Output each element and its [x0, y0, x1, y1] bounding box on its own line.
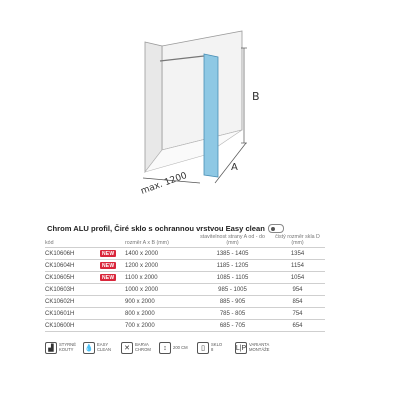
table-row: [45, 272, 325, 284]
cell-new: [100, 260, 125, 272]
cell-size: 800 x 2000: [125, 308, 195, 320]
cell-clear: 1154: [270, 260, 325, 272]
cell-clear: 754: [270, 308, 325, 320]
cell-code: CK10601H: [45, 308, 100, 320]
feature-label: SKLO 8: [211, 342, 223, 352]
new-badge: NEW: [102, 262, 115, 269]
feature-item: [121, 342, 153, 354]
product-title: [47, 224, 284, 233]
dimensions-table: [45, 234, 325, 332]
table-row: [45, 260, 325, 272]
table-row: [45, 308, 325, 320]
cell-adjust: 685 - 705: [195, 320, 270, 332]
product-title-text: Chrom ALU profil, Čiré sklo s ochrannou vrstvou Easy clean: [47, 224, 265, 233]
cell-clear: 854: [270, 296, 325, 308]
feature-item: [83, 342, 115, 354]
feature-icons: [45, 342, 345, 354]
dim-a-label: A: [231, 162, 238, 173]
cell-adjust: 1085 - 1105: [195, 272, 270, 284]
feature-label: VARIANTA MONTÁŽE: [249, 342, 270, 352]
table-row: [45, 248, 325, 260]
header-size: rozměr A x B (mm): [125, 240, 169, 247]
lp-icon: L|P: [235, 342, 247, 354]
cell-code: CK10604H: [45, 260, 100, 272]
glass-panel: [204, 54, 218, 177]
cell-clear: 954: [270, 284, 325, 296]
new-badge: NEW: [102, 250, 115, 257]
feature-label: 200 CM: [173, 344, 188, 350]
header-clear: čistý rozměr skla D (mm): [275, 234, 320, 247]
feature-item: [45, 342, 77, 354]
cell-size: 1100 x 2000: [125, 272, 195, 284]
drop-icon: 💧: [83, 342, 95, 354]
table-row: [45, 320, 325, 332]
table-row: [45, 284, 325, 296]
header-adjust: stavitelnost strany A od - do (mm): [200, 234, 265, 247]
cell-new: [100, 296, 125, 308]
feature-label: STYRNÉ KOUTY: [59, 342, 76, 352]
corner-icon: ▟: [45, 342, 57, 354]
cell-clear: 654: [270, 320, 325, 332]
cell-new: [100, 248, 125, 260]
cell-new: [100, 284, 125, 296]
feature-item: [159, 342, 191, 354]
cell-size: 1000 x 2000: [125, 284, 195, 296]
cell-size: 1200 x 2000: [125, 260, 195, 272]
cell-clear: 1054: [270, 272, 325, 284]
header-code: kód: [45, 240, 54, 247]
cell-code: CK10602H: [45, 296, 100, 308]
feature-item: [235, 342, 270, 354]
back-wall: [162, 31, 242, 150]
thickness-icon: ▯: [197, 342, 209, 354]
cell-size: 900 x 2000: [125, 296, 195, 308]
cell-adjust: 885 - 905: [195, 296, 270, 308]
cell-clear: 1354: [270, 248, 325, 260]
feature-label: EASY CLEAN: [97, 342, 111, 352]
table-header-row: [45, 234, 325, 248]
cell-code: CK10606H: [45, 248, 100, 260]
new-badge: NEW: [102, 274, 115, 281]
cell-size: 700 x 2000: [125, 320, 195, 332]
cell-code: CK10603H: [45, 284, 100, 296]
left-wall: [145, 42, 162, 172]
header-new: [100, 234, 125, 248]
cell-adjust: 1385 - 1405: [195, 248, 270, 260]
palette-icon: ✕: [121, 342, 133, 354]
dim-b-label: B: [252, 90, 260, 103]
height-icon: ↕: [159, 342, 171, 354]
cell-code: CK10600H: [45, 320, 100, 332]
cell-new: [100, 272, 125, 284]
cell-adjust: 785 - 805: [195, 308, 270, 320]
cell-size: 1400 x 2000: [125, 248, 195, 260]
cell-code: CK10605H: [45, 272, 100, 284]
table-row: [45, 296, 325, 308]
cell-new: [100, 308, 125, 320]
easy-clean-badge-icon: [268, 224, 284, 233]
cell-new: [100, 320, 125, 332]
feature-item: [197, 342, 229, 354]
cell-adjust: 985 - 1005: [195, 284, 270, 296]
feature-label: BARVA CHROM: [135, 342, 151, 352]
cell-adjust: 1185 - 1205: [195, 260, 270, 272]
dim-max-label: max. 1200: [139, 170, 189, 197]
